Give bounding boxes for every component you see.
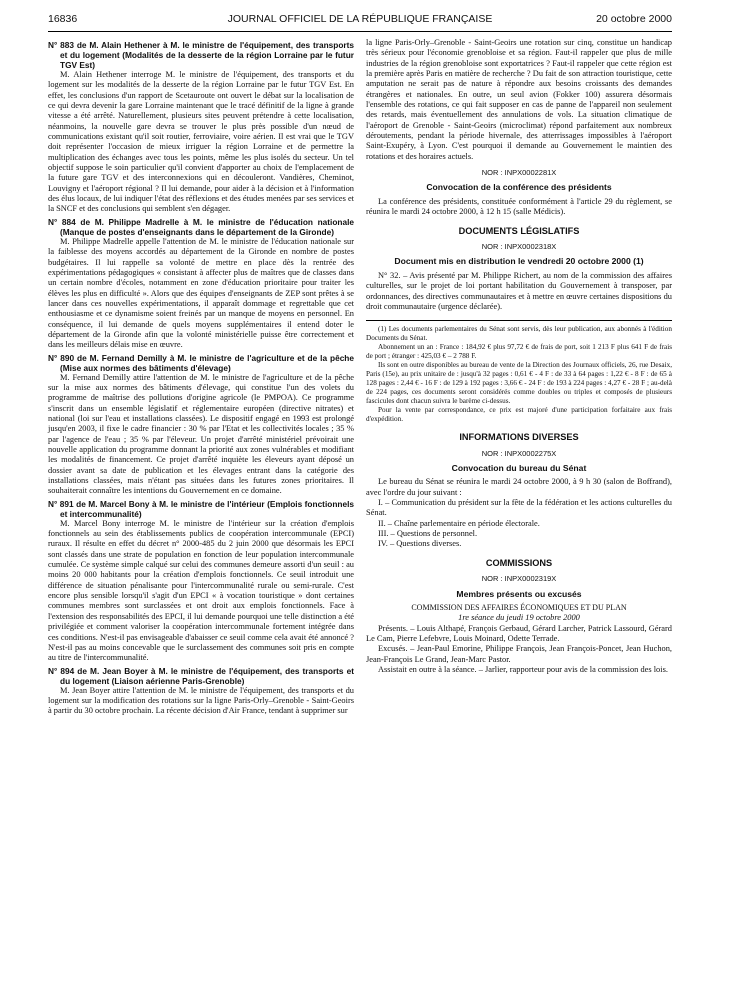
question-883-body: M. Alain Hethener interroge M. le ministre de l'équipement, des transports et du logement sur les modalités de la desserte de la région Lorraine par le futur TGV Est. En effet, les conclusions d'un rapport de Scetauroute ont ouvert le débat sur la localisation de ce qui devra devenir la gare Lorraine maintenant que le tracé définitif de la ligne à grande vitesse a été arrêté. Naturellement, plusieurs sites peuvent prétendre à cette localisation, néanmoins, la nouvelle gare devra se trouver le plus près possible d'un nœud de communications existant qu'il soit routier, ferroviaire, voire aérien. Il est vrai que le TGV doit représenter l'occasion de mieux irriguer la région Lorraine et de permettre la multiplication des échanges avec tous les points, même les plus isolés du secteur. Un tel objectif suppose le soin particulier qu'il convient d'apporter au choix de l'emplacement de la future gare TGV et des interconnexions qui en découleront. Vandières, Cheminot, Louvigny et l'aéroport régional ? Il lui demande, pour aider à la décision et à l'information des élus locaux, de lui indiquer l'état des réflexions et des études menées par ses services et la SNCF et des conclusions qui semblent s'en dégager. bbox=[48, 70, 354, 214]
question-884-body: M. Philippe Madrelle appelle l'attention de M. le ministre de l'éducation nationale sur la faiblesse des moyens accordés au département de la Gironde en nombre de postes budgétaires. Il lui rappelle sa volonté de mettre en place dès la rentrée des expérimentations pédagogiques « consistant à affecter plus de maîtres que de classes dans un certain nombre d'écoles, notamment en zone d'éducation prioritaire pour traiter les élèves les plus en difficulté ». Alors que des équipes d'enseignants de ZEP sont prêtes à se lancer dans ces nouvelles expérimentations, il apparaît dommage et regrettable que cet enthousiasme et ce dynamisme soient freinés par un manque de moyens en personnel. En conséquence, il lui demande de quels moyens supplémentaires il entend doter le département de la Gironde afin que la volonté ministérielle puisse être correctement et dans les meilleurs délais mise en œuvre. bbox=[48, 236, 354, 350]
nor-reference: NOR : INPX0002275X bbox=[481, 448, 557, 458]
question-884-heading: N° 884 de M. Philippe Madrelle à M. le ministre de l'éducation nationale (Manque de postes d'enseignants dans le département de la Gironde) bbox=[48, 216, 354, 237]
agenda-list bbox=[366, 498, 672, 550]
bureau-body: Le bureau du Sénat se réunira le mardi 24 octobre 2000, à 9 h 30 (salon de Boffrand), avec l'ordre du jour suivant : bbox=[366, 477, 672, 497]
question-894-body: M. Jean Boyer attire l'attention de M. le ministre de l'équipement, des transports et du logement sur la modification des rotations sur la ligne Paris-Orly–Grenoble - Saint-Geoirs à partir du 30 octobre prochain. La récente décision d'Air France, tendant à supprimer sur bbox=[48, 685, 354, 716]
section-title: COMMISSIONS bbox=[485, 557, 553, 568]
nor-reference: NOR : INPX0002318X bbox=[481, 242, 557, 251]
question-890-body: M. Fernand Demilly attire l'attention de M. le ministre de l'agriculture et de la pêche sur la mise aux normes des bâtiments d'élevage, qui constitue l'un des volets du programme de maîtrise des pollutions d'origine agricole (le PMPOA). Ce programme s'inscrit dans un ensemble législatif et réglementaire européen (directive nitrates) et national (loi sur l'eau et installations classées). Le dispositif engagé en 1993 est prolongé jusqu'en 2003, il fixe le cadre financier : 30 % par l'Etat et les collectivités locales ; 35 % par l'agence de l'eau ; 35 % par l'éleveur. Un projet d'arrêté ministériel prévoirait une nouvelle application du programme donnant la priorité aux zones vulnérables et modifiant les modalités de financement. Ce projet d'arrêté inquiète les éleveurs ayant déposé un dossier avant sa date de publication et les élevages entrant dans la catégorie des installations classées, mais n'étant pas situées dans les futures zones prioritaires. Il souhaiterait connaître les intentions du Gouvernement en ce domaine. bbox=[48, 372, 354, 496]
assistait-note: Assistait en outre à la séance. – Jarlier, rapporteur pour avis de la commission des lois. bbox=[378, 665, 668, 675]
question-883-heading: N° 883 de M. Alain Hethener à M. le ministre de l'équipement, des transports et du logement (Modalités de la desserte de la région Lorraine par le futur TGV Est) bbox=[48, 40, 354, 70]
nor-reference: NOR : INPX0002319X bbox=[481, 574, 557, 584]
header-rule bbox=[48, 31, 672, 32]
section-subtitle: Convocation de la conférence des présidents bbox=[426, 182, 612, 193]
footnotes bbox=[366, 325, 672, 424]
section-subtitle: Document mis en distribution le vendredi 20 octobre 2000 (1) bbox=[394, 256, 644, 267]
conference-body: La conférence des présidents, constituée conformément à l'article 29 du règlement, se réunira le mardi 24 octobre 2000, à 12 h 15 (salle Médicis). bbox=[366, 196, 672, 217]
section-title: DOCUMENTS LÉGISLATIFS bbox=[458, 225, 580, 236]
issue-date: 20 octobre 2000 bbox=[596, 13, 672, 25]
excuses-list: Excusés. – Jean-Paul Emorine, Philippe François, Jean François-Poncet, Jean Huchon, Jean-François Le Grand, Jean-Marc Pastor. bbox=[366, 644, 672, 664]
question-894-heading: N° 894 de M. Jean Boyer à M. le ministre de l'équipement, des transports et du logement (Liaison aérienne Paris-Grenoble) bbox=[48, 665, 354, 686]
section-title: INFORMATIONS DIVERSES bbox=[459, 432, 579, 443]
footnote-text: Abonnement un an : France : 184,92 € plus 97,72 € de frais de port, soit 1 213 F plus 641 F de frais de port ; étranger : 425,03 € – 2 788 F. bbox=[366, 343, 672, 361]
agenda-item: III. – Questions de personnel. bbox=[378, 529, 478, 539]
agenda-item: IV. – Questions diverses. bbox=[378, 539, 462, 549]
section-subtitle: Membres présents ou excusés bbox=[456, 588, 582, 599]
seance-date: 1re séance du jeudi 19 octobre 2000 bbox=[458, 613, 580, 623]
commission-name: COMMISSION DES AFFAIRES ÉCONOMIQUES ET DU PLAN bbox=[411, 603, 627, 612]
journal-title: JOURNAL OFFICIEL DE LA RÉPUBLIQUE FRANÇAISE bbox=[227, 13, 493, 25]
section-subtitle: Convocation du bureau du Sénat bbox=[451, 462, 587, 473]
footnote-text: Pour la vente par correspondance, ce prix est majoré d'une participation forfaitaire aux frais d'expédition. bbox=[366, 406, 672, 424]
footnote-text: Ils sont en outre disponibles au bureau de vente de la Direction des Journaux officiels, 26, rue Desaix, Paris (15e), au prix unitaire de : jusqu'à 32 pages : 0,61 € - 4 F : de 33 à 64 pages : 1,22 € - 8 F : de 65 à 128 pages : 2,44 € - 16 F : de 129 à 192 pages : 3,66 € - 24 F : de 193 à 224 pages : 4,27 € - 28 F ; au-delà de 224 pages, ces documents seront considérés comme doubles ou triples et composés de plusieurs fascicules dont chacun suivra le barème ci-dessus. bbox=[366, 361, 672, 406]
footnote-text: (1) Les documents parlementaires du Sénat sont servis, dès leur publication, aux abonnés à l'édition Documents du Sénat. bbox=[366, 325, 672, 343]
question-894-continuation: la ligne Paris-Orly–Grenoble - Saint-Geoirs une rotation sur cinq, constitue un handicap très sérieux pour l'économie grenobloise et sa région. Faut-il rappeler que plus de mille industries de la région grenobloise sont exportatrices ? Faut-il rappeler que cette région est la première après Paris en matière de recherche ? Du fait de son attraction touristique, cette amputation ne serait pas de nature à répondre aux besoins croissants des demandes étrangères et nationales. En outre, un seul avion (Fokker 100) assurera désormais l'ensemble des rotations, ce qui fait supposer en cas de panne de l'appareil non seulement des retards, mais éventuellement des annulations de vols. La situation climatique de l'aéroport de Grenoble - Saint-Geoirs (microclimat) répond parfaitement aux nombreux déroutements, pendant la période hivernale, des atterrissages impossibles à l'aéroport Saint-Exupéry, à Lyon. C'est pourquoi il demande au Gouvernement le maintien des rotations et des horaires actuels. bbox=[366, 38, 672, 161]
question-891-body: M. Marcel Bony interroge M. le ministre de l'intérieur sur la création d'emplois fonctionnels au sein des établissements publics de coopération intercommunale (EPCI) ruraux. Il résulte en effet du décret n° 2000-485 du 2 juin 2000 que désormais les EPCI sont classés dans une strate de population en fonction de leur population intercommunale cumulée. Ce système simple calqué sur celui des communes demeure assorti d'un seuil : au moins 20 000 habitants pour la création d'emplois fonctionnels. Ce seuil introduit une différence de situation pénalisante pour l'intercommunalité rurale ou semi-rurale. C'est encore plus sensible lorsqu'il s'agit d'un EPCI « à vocation touristique » dont certaines communes membres sont surclassées et ont droit aux emplois fonctionnels. Face à l'extension des responsabilités des EPCI, il lui demande pourquoi une telle distinction a été privilégiée et comment valoriser la coopération intercommunale fortement intégrée dans ces conditions. N'est-il pas envisageable d'abaisser ce seuil comme cela avait été annoncé ? N'est-il pas au moins concevable que le surclassement des communes soit pris en compte au titre de l'intercommunalité. bbox=[48, 518, 354, 663]
page-header bbox=[48, 13, 672, 29]
presents-list: Présents. – Louis Althapé, François Gerbaud, Gérard Larcher, Patrick Lassourd, Gérard Le Cam, Pierre Lefebvre, Louis Moinard, Odette Terrade. bbox=[366, 623, 672, 644]
agenda-item: II. – Chaîne parlementaire en période électorale. bbox=[378, 518, 540, 528]
question-891-heading: N° 891 de M. Marcel Bony à M. le ministre de l'intérieur (Emplois fonctionnels et intercommunalité) bbox=[48, 498, 354, 519]
nor-reference: NOR : INPX0002281X bbox=[481, 168, 557, 178]
page-number: 16836 bbox=[48, 13, 78, 25]
left-column bbox=[48, 38, 354, 717]
document-32: N° 32. – Avis présenté par M. Philippe Richert, au nom de la commission des affaires culturelles, sur le projet de loi portant habilitation du Gouvernement à transposer, par ordonnances, des directives communautaires et à mettre en œuvre certaines dispositions du droit communautaire (urgence déclarée). bbox=[366, 270, 672, 311]
footnote-rule bbox=[366, 320, 672, 321]
agenda-item: I. – Communication du président sur la fête de la fédération et les actions culturelles du Sénat. bbox=[366, 498, 672, 518]
question-890-heading: N° 890 de M. Fernand Demilly à M. le ministre de l'agriculture et de la pêche (Mise aux normes des bâtiments d'élevage) bbox=[48, 352, 354, 373]
right-column bbox=[366, 38, 672, 675]
